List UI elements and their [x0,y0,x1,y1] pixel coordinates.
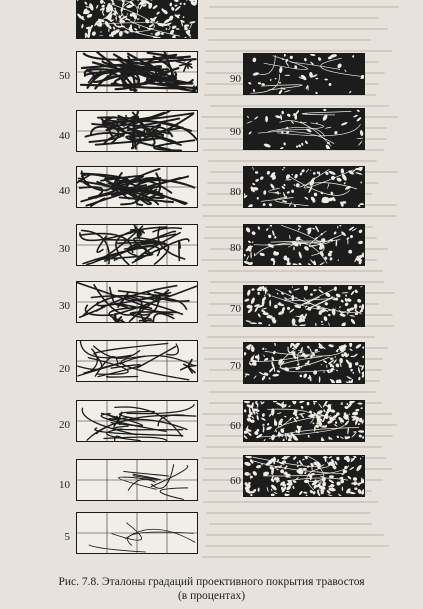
grass-pattern [77,52,197,92]
caption-line-1: Рис. 7.8. Эталоны градаций проективного покрытия травостоя [58,576,365,588]
bare-gap [348,250,352,254]
bare-gap [81,16,84,20]
bleed-through-line [209,523,372,525]
pattern-panel-5 [76,512,198,554]
bare-gap [265,116,268,122]
grass-pattern [244,286,364,326]
grass-pattern [77,167,197,207]
coverage-label: 90 [230,73,241,85]
grass-pattern [77,111,197,151]
pattern-panel-60-b [243,455,365,497]
grass-stem [151,466,187,487]
grass-pattern [77,0,197,38]
grass-stem [94,346,140,358]
coverage-label: 70 [230,303,241,315]
coverage-label: 80 [230,242,241,254]
bleed-through-line [203,501,378,503]
grass-pattern [244,54,364,94]
bare-gap [353,431,356,432]
bleed-through-line [210,105,389,107]
pattern-panel-90-b [243,108,365,150]
grass-pattern [244,401,364,441]
pattern-panel-20-b [76,400,198,442]
pattern-panel-60-a [243,400,365,442]
coverage-label: 5 [64,531,70,543]
grass-stem [124,472,169,476]
vegetation-mass [244,456,364,496]
bleed-through-line [208,160,376,162]
bleed-through-line [208,39,371,41]
coverage-label: 20 [59,363,70,375]
bleed-through-line [202,215,397,217]
grass-pattern [77,460,197,500]
coverage-label: 30 [59,243,70,255]
grass-stem [78,353,102,369]
grass-pattern [77,513,197,553]
pattern-panel-30-b [76,281,198,323]
grass-tuft [177,61,187,64]
pattern-panel-80-a [243,166,365,208]
bleed-through-line [205,545,389,547]
coverage-label: 60 [230,420,241,432]
figure-caption [0,575,423,603]
coverage-label: 70 [230,360,241,372]
bare-gap [269,300,271,307]
coverage-label: 80 [230,186,241,198]
coverage-label: 40 [59,130,70,142]
caption-line-2: (в процентах) [177,590,246,602]
bleed-through-line [205,50,392,52]
pattern-panel-70-b [243,342,365,384]
bleed-through-line [206,512,371,514]
bleed-through-line [208,270,383,272]
grass-stem [94,344,168,354]
pattern-panel-30-a [76,224,198,266]
bare-gap [300,375,303,378]
pattern-panel-20-a [76,340,198,382]
grass-stem [128,479,155,490]
coverage-label: 50 [59,70,70,82]
grass-pattern [244,456,364,496]
grass-pattern [244,225,364,265]
coverage-label: 40 [59,185,70,197]
pattern-panel-40-b [76,166,198,208]
grass-stem [160,488,187,500]
bleed-through-line [207,336,375,338]
bleed-through-line [210,281,384,283]
bleed-through-line [205,28,387,30]
grass-tuft [181,366,188,369]
grass-pattern [77,282,197,322]
bleed-through-line [209,6,399,8]
pattern-panel-10 [76,459,198,501]
coverage-label: 20 [59,419,70,431]
bleed-through-line [209,391,376,393]
grass-pattern [244,343,364,383]
grass-stem [167,344,179,355]
grass-stem [107,376,138,377]
grass-stem [80,187,103,198]
bleed-through-line [202,556,371,558]
pattern-panel-50 [76,51,198,93]
coverage-label: 30 [59,300,70,312]
grass-stem [128,532,194,545]
coverage-label: 60 [230,475,241,487]
pattern-panel-70-a [243,285,365,327]
vegetation-mass [244,109,364,149]
bleed-through-line [206,534,384,536]
bleed-through-line [204,17,380,19]
grass-pattern [244,167,364,207]
coverage-label: 90 [230,126,241,138]
pattern-panel-90-a [243,53,365,95]
grass-tuft [109,419,118,420]
grass-pattern [77,225,197,265]
pattern-panel-left-top-partial [76,0,198,39]
coverage-label: 10 [59,479,70,491]
grass-pattern [77,341,197,381]
pattern-panel-40-a [76,110,198,152]
pattern-panel-80-b [243,224,365,266]
grass-pattern [77,401,197,441]
bare-gap [322,482,326,487]
grass-pattern [244,109,364,149]
bleed-through-line [206,446,382,448]
